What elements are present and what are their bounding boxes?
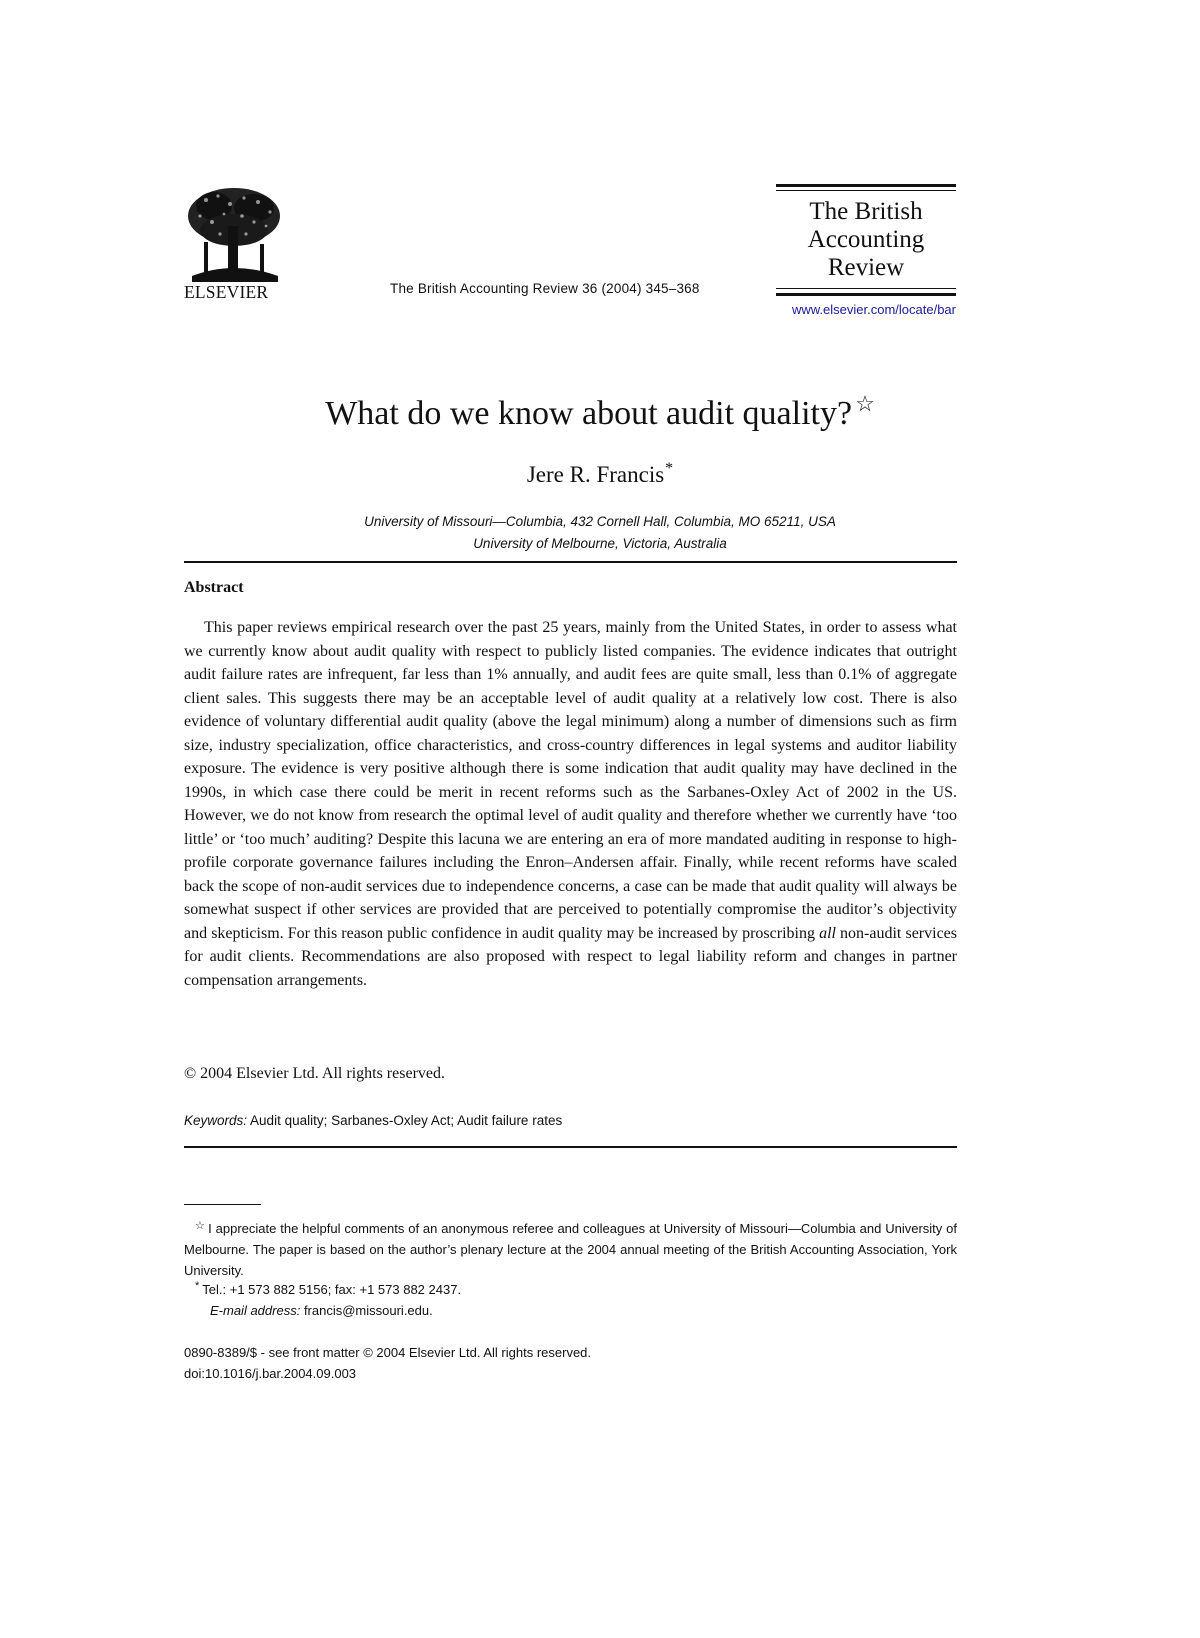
keywords-label: Keywords: — [184, 1113, 248, 1128]
abstract-text: This paper reviews empirical research over the past 25 years, mainly from the United States, in order to assess what we currently know about audit quality with respect to publicly listed companies. The evidence indicates that outright audit failure rates are infrequent, far less than 1% annually, and audit fees are quite small, less than 0.1% of aggregate client sales. This suggests there may be an acceptable level of audit quality at a relatively low cost. There is also evidence of voluntary differential audit quality (above the legal minimum) along a number of dimensions such as firm size, industry specialization, office characteristics, and cross-country differences in legal systems and auditor liability exposure. The evidence is very positive although there is some indication that audit quality may have declined in the 1990s, in which case there could be merit in recent reforms such as the Sarbanes-Oxley Act of 2002 in the US. However, we do not know from research the optimal level of audit quality and therefore whether we currently have ‘too little’ or ‘too much’ auditing? Despite this lacuna we are entering an era of more mandated auditing in response to high-profile corporate governance failures including the Enron–Andersen affair. Finally, while recent reforms have scaled back the scope of non-audit services due to independence concerns, a case can be made that audit quality will always be somewhat suspect if other services are provided that are perceived to potentially compromise the auditor’s objectivity and skepticism. For this reason public confidence in audit quality may be increased by proscribing — [184, 619, 957, 942]
journal-masthead — [776, 184, 956, 296]
footnote-text: I appreciate the helpful comments of an anonymous referee and colleagues at University of Missouri—Columbia and University of Melbourne. The paper is based on the author’s plenary lecture at the 2004 annual meeting of the British Accounting Association, York University. — [184, 1221, 957, 1278]
abstract-emphasis: all — [819, 924, 836, 942]
footnote-mark: * — [195, 1280, 200, 1292]
affiliation: University of Melbourne, Victoria, Australia — [473, 536, 727, 551]
affiliation: University of Missouri—Columbia, 432 Cornell Hall, Columbia, MO 65211, USA — [364, 514, 836, 529]
email-line — [210, 1303, 433, 1318]
abstract-paragraph — [184, 616, 957, 992]
article-title — [0, 391, 1200, 433]
masthead-title: The British Accounting Review — [807, 198, 925, 281]
author-contact: Tel.: +1 573 882 5156; fax: +1 573 882 2437. — [202, 1282, 462, 1297]
email-address-link[interactable]: francis@missouri.edu. — [303, 1303, 433, 1318]
author-footnote-mark[interactable]: * — [665, 460, 674, 477]
article-title-text: What do we know about audit quality? — [325, 395, 853, 432]
email-label: E-mail address: — [210, 1303, 301, 1318]
footnote-mark: ☆ — [195, 1220, 206, 1232]
abstract-text: non-audit services for audit clients. Recommendations are also proposed with respect to legal liability reform and changes in partner compensation arrangements. — [184, 924, 957, 989]
keywords-values: Audit quality; Sarbanes-Oxley Act; Audit failure rates — [250, 1113, 563, 1128]
title-footnote-mark[interactable]: ☆ — [855, 391, 875, 416]
journal-reference: The British Accounting Review 36 (2004) 345–368 — [390, 281, 700, 296]
elsevier-logo — [184, 186, 286, 300]
abstract-body — [184, 616, 957, 992]
abstract-copyright: © 2004 Elsevier Ltd. All rights reserved. — [184, 1065, 445, 1082]
doi-link[interactable]: doi:10.1016/j.bar.2004.09.003 — [184, 1366, 357, 1381]
article-author — [0, 462, 1200, 488]
masthead-rule — [776, 293, 956, 296]
tree-icon — [184, 186, 286, 300]
author-footnote — [195, 1282, 461, 1297]
journal-url-link[interactable]: www.elsevier.com/locate/bar — [791, 302, 956, 317]
section-rule — [184, 1146, 957, 1148]
abstract-heading: Abstract — [184, 579, 244, 596]
masthead-rule — [776, 184, 956, 187]
masthead-rule — [776, 190, 956, 191]
svg-text:ELSEVIER: ELSEVIER — [184, 282, 269, 300]
issn-line: 0890-8389/$ - see front matter © 2004 Elsevier Ltd. All rights reserved. — [184, 1345, 592, 1360]
footnote-rule — [184, 1204, 261, 1205]
author-name: Jere R. Francis — [526, 462, 665, 487]
keywords — [184, 1113, 562, 1128]
section-rule — [184, 561, 957, 563]
masthead-rule — [776, 288, 956, 289]
title-footnote — [184, 1218, 957, 1281]
